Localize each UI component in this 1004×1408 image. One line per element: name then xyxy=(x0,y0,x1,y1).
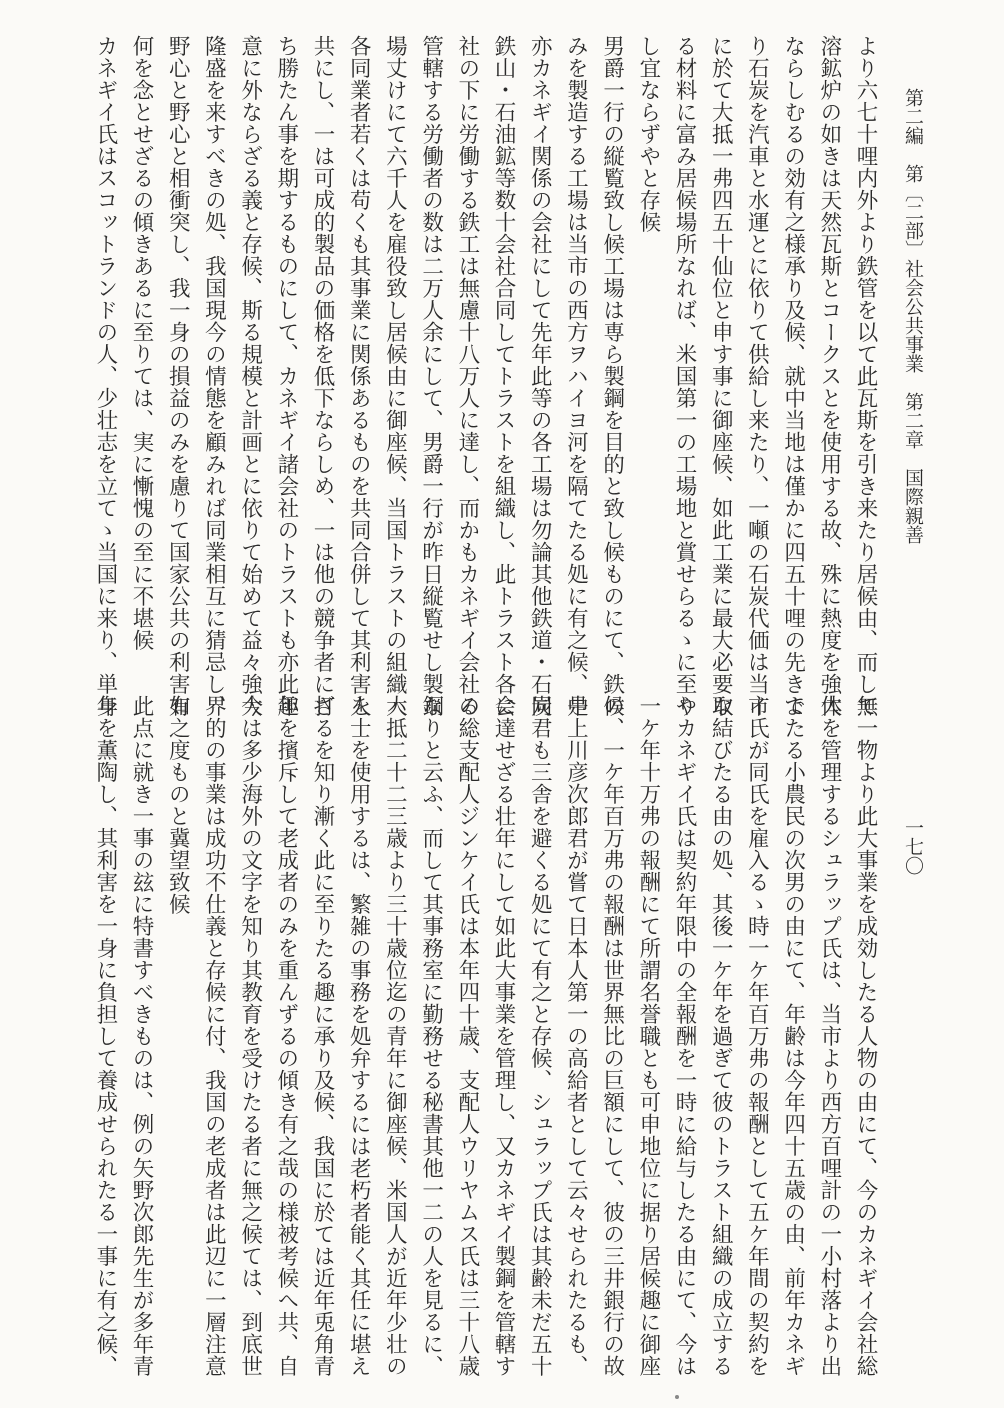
lower-text-column-6: やカネギイ氏は契約年限中の全報酬を一時に給与したる由にて、今は xyxy=(672,695,697,1377)
upper-text-column-17: ち勝たん事を期するものにして、カネギイ諸会社のトラストも亦此趣 xyxy=(273,35,299,717)
lower-text-column-4: イ氏が同氏を雇入るゝ時一ケ年百万弗の報酬として五ケ年間の契約を xyxy=(744,695,770,1377)
upper-text-column-13: 管轄する労働者の数は二万人余にして、男爵一行が昨日縦覧せし製鋼 xyxy=(418,35,444,717)
lower-text-column-17: 年を擯斥して老成者のみを重んずるの傾き有之哉の様被考候へ共、自 xyxy=(273,695,299,1377)
lower-text-column-14: 大抵二十二三歳より三十歳位迄の青年に御座候、米国人が近年少壮の xyxy=(382,695,408,1377)
lower-text-column-22: 年を薫陶し、其利害を一身に負担して養成せられたる一事に有之候、 xyxy=(92,695,118,1377)
lower-text-column-13: なりと云ふ、而して其事務室に勤務せる秘書其他一二の人を見るに、 xyxy=(418,695,444,1377)
lower-text-column-12: る総支配人ジンケイ氏は本年四十歳、支配人ウリヤムス氏は三十八歳 xyxy=(454,695,480,1377)
lower-text-column-1: 無一物より此大事業を成効したる人物の由にて、今のカネギイ会社総 xyxy=(853,695,878,1377)
lower-text-column-7: 一ケ年十万弗の報酬にて所謂名誉職とも可申地位に据り居候趣に御座 xyxy=(635,695,661,1377)
upper-text-column-1: より六七十哩内外より鉄管を以て此瓦斯を引き来たり居候由、而して xyxy=(853,35,878,717)
upper-text-column-20: 野心と野心と相衝突し、我一身の損益のみを慮りて国家公共の利害如 xyxy=(165,35,191,717)
running-header: 第二編 第〔二部〕社会公共事業 第二章 国際親善 xyxy=(902,88,924,544)
upper-text-column-5: に於て大抵一弗四五十仙位と申す事に御座候、如此工業に最大必要な xyxy=(708,35,734,717)
lower-text-column-10: 同君も三舎を避くる処にて有之と存候、シュラップ氏は其齢未だ五十 xyxy=(527,695,553,1377)
lower-text-column-8: 候、一ケ年百万弗の報酬は世界無比の巨額にして、彼の三井銀行の故 xyxy=(599,695,625,1377)
lower-text-column-3: でたる小農民の次男の由にて、年齢は今年四十五歳の由、前年カネギ xyxy=(780,695,806,1377)
lower-text-column-18: 今は多少海外の文字を知り其教育を受けたる者に無之候ては、到底世 xyxy=(237,695,263,1377)
lower-text-column-5: 取結びたる由の処、其後一ケ年を過ぎて彼のトラスト組織の成立する xyxy=(708,695,734,1377)
upper-text-column-3: ならしむるの効有之様承り及候、就中当地は僅かに四五十哩の先きよ xyxy=(780,35,806,717)
lower-text-column-16: ざるを知り漸く此に至りたる趣に承り及候、我国に於ては近年兎角青 xyxy=(310,695,335,1377)
upper-text-column-18: 意に外ならざる義と存候、斯る規模と計画とに依りて始めて益々強大 xyxy=(237,35,263,717)
upper-text-column-21: 何を念とせざるの傾きあるに至りては、実に慚愧の至に不堪候 xyxy=(129,35,154,651)
lower-text-column-2: 体を管理するシュラップ氏は、当市より西方百哩計の一小村落より出 xyxy=(816,695,842,1377)
upper-text-column-2: 溶鉱炉の如きは天然瓦斯とコークスとを使用する故、殊に熱度を強大 xyxy=(816,35,842,717)
upper-text-column-11: 鉄山・石油鉱等数十会社合同してトラストを組織し、此トラスト各会 xyxy=(491,35,516,717)
upper-text-column-8: 男爵一行の縦覧致し候工場は専ら製鋼を目的と致し候ものにて、鉄の xyxy=(599,35,625,717)
upper-text-column-22: カネギイ氏はスコットランドの人、少壮志を立てゝ当国に来り、単身 xyxy=(92,35,118,717)
upper-text-block xyxy=(76,35,878,717)
upper-text-column-7: し宜ならずやと存候 xyxy=(635,35,661,233)
lower-text-column-9: 中上川彦次郎君が嘗て日本人第一の高給者として云々せられたるも、 xyxy=(563,695,589,1377)
upper-text-column-15: 各同業者若くは苟くも其事業に関係あるものを共同合併して其利害を xyxy=(346,35,372,717)
lower-text-column-21: 此点に就き一事の玆に特書すべきものは、例の矢野次郎先生が多年青 xyxy=(129,695,154,1377)
lower-text-column-19: 界的の事業は成功不仕義と存候に付、我国の老成者は此辺に一層注意 xyxy=(201,695,227,1377)
upper-text-column-14: 場丈けにて六千人を雇役致し居候由に御座候、当国トラストの組織ハ xyxy=(382,35,408,717)
lower-text-column-15: 人士を使用するは、繁雑の事務を処弁するには老朽者能く其任に堪え xyxy=(346,695,372,1377)
upper-text-column-9: みを製造する工場は当市の西方ヲハイヨ河を隔てたる処に有之候、是 xyxy=(563,35,589,717)
lower-text-block xyxy=(76,695,878,1377)
scan-speck xyxy=(675,1395,679,1399)
upper-text-column-16: 共にし、一は可成的製品の価格を低下ならしめ、一は他の競争者に打 xyxy=(310,35,335,717)
upper-text-column-4: り石炭を汽車と水運とに依りて供給し来たり、一噸の石炭代価は当市 xyxy=(744,35,770,717)
lower-text-column-20: 有之度ものと冀望致候 xyxy=(165,695,191,915)
lower-text-column-11: に達せざる壮年にして如此大事業を管理し、又カネギイ製鋼を管轄す xyxy=(491,695,516,1377)
upper-text-column-10: 亦カネギイ関係の会社にして先年此等の各工場は勿論其他鉄道・石炭 xyxy=(527,35,553,717)
page-number: 一七〇 xyxy=(902,818,924,875)
upper-text-column-6: る材料に富み居候場所なれば、米国第一の工場地と賞せらるゝに至り xyxy=(672,35,697,717)
upper-text-column-12: 社の下に労働する鉄工は無慮十八万人に達し、而かもカネギイ会社の xyxy=(454,35,480,717)
upper-text-column-19: 隆盛を来すべきの処、我国現今の情態を顧みれば同業相互に猜忌し、 xyxy=(201,35,227,717)
